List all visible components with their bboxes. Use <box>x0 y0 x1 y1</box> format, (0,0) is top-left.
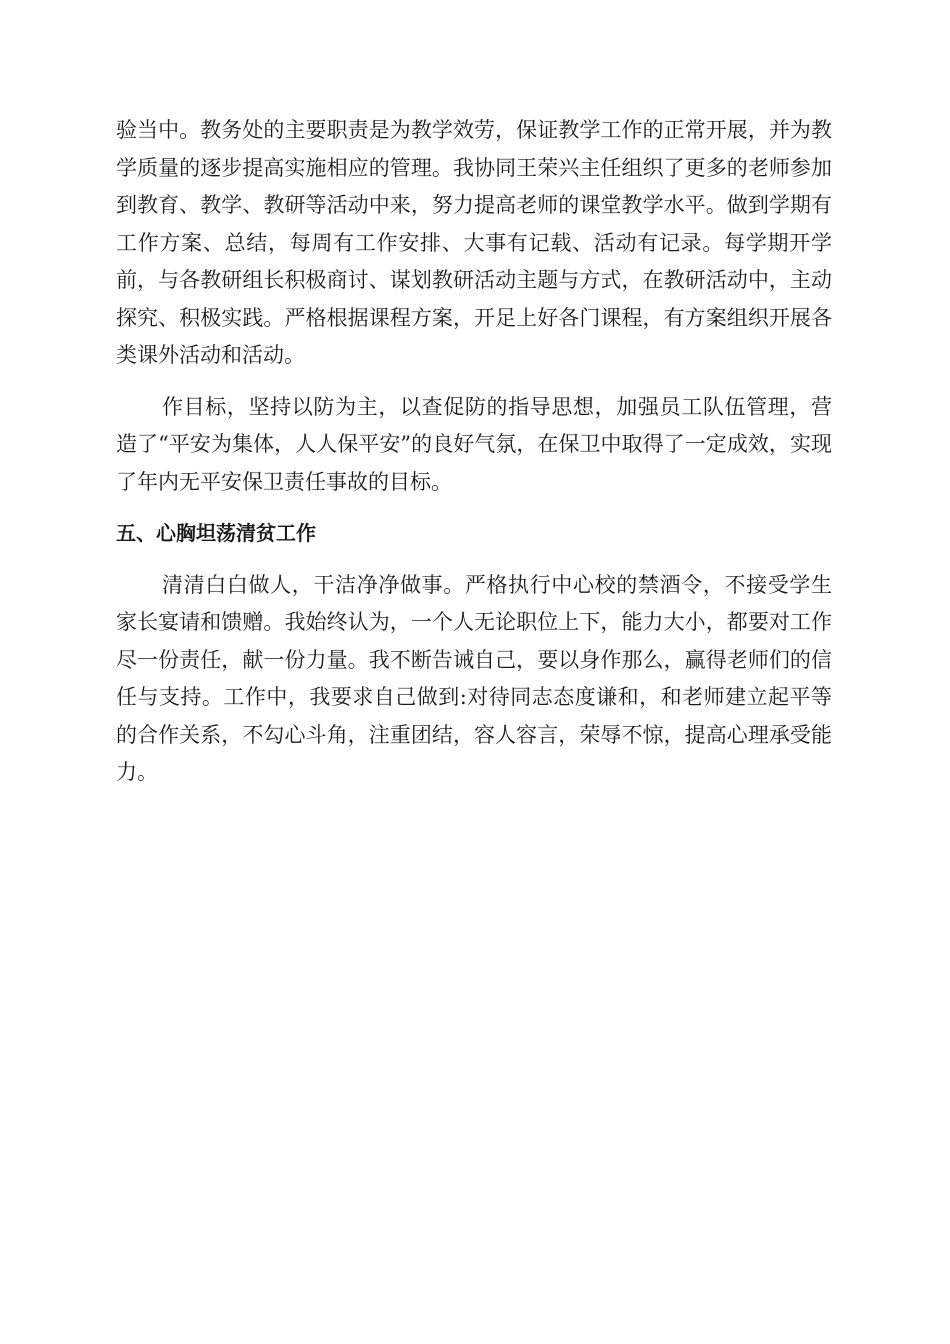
paragraph-teaching-affairs: 验当中。教务处的主要职责是为教学效劳，保证教学工作的正常开展，并为教学质量的逐步提高实施相应的管理。我协同王荣兴主任组织了更多的老师参加到教育、教学、教研等活动中来，努力提高老师的课堂教学水平。做到学期有工作方案、总结，每周有工作安排、大事有记载、活动有记录。每学期开学前，与各教研组长积极商讨、谋划教研活动主题与方式，在教研活动中，主动探究、积极实践。严格根据课程方案，开足上好各门课程，有方案组织开展各类课外活动和活动。 <box>116 118 832 367</box>
paragraph-integrity: 清清白白做人，干洁净净做事。严格执行中心校的禁酒令，不接受学生家长宴请和馈赠。我始终认为，一个人无论职位上下，能力大小，都要对工作尽一份责任，献一份力量。我不断告诫自己，要以身作那么，赢得老师们的信任与支持。工作中，我要求自己做到:对待同志态度谦和，和老师建立起平等的合作关系，不勾心斗角，注重团结，容人容言，荣辱不惊，提高心理承受能力。 <box>116 572 832 784</box>
paragraph-spacer <box>116 375 832 389</box>
section-heading-five: 五、心胸坦荡清贫工作 <box>116 521 316 545</box>
document-body <box>116 112 832 792</box>
heading-spacer <box>116 501 832 515</box>
paragraph-security-goals: 作目标，坚持以防为主，以查促防的指导思想，加强员工队伍管理，营造了“平安为集体，人人保平安”的良好气氛，在保卫中取得了一定成效，实现了年内无平安保卫责任事故的目标。 <box>116 394 832 494</box>
heading-spacer <box>116 553 832 567</box>
